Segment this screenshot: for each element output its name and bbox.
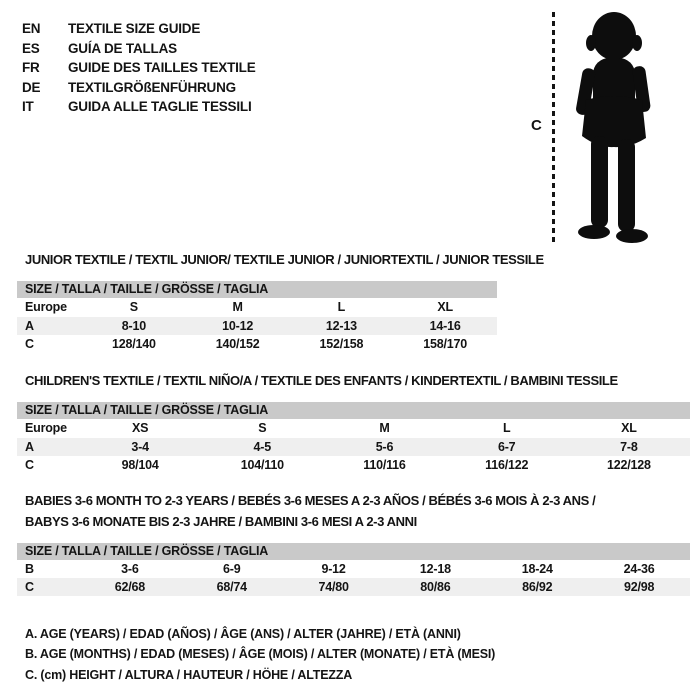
size-cell: 116/122: [485, 458, 529, 472]
size-cell: 14-16: [393, 317, 497, 335]
language-title: GUIDE DES TAILLES TEXTILE: [68, 60, 256, 75]
size-header-band: SIZE / TALLA / TAILLE / GRÖSSE / TAGLIA: [17, 402, 690, 419]
row-label: B: [25, 562, 34, 576]
size-cell: 8-10: [82, 317, 186, 335]
size-cell: 86/92: [486, 578, 588, 596]
height-measure-label: C: [531, 117, 542, 134]
size-cell: 12-13: [290, 317, 394, 335]
footnote-b: B. AGE (MONTHS) / EDAD (MESES) / ÂGE (MOIS) / ALTER (MONATE) / ETÀ (MESI): [25, 647, 496, 662]
size-cell: 140/152: [215, 337, 260, 351]
size-cell: 6-7: [446, 438, 568, 456]
size-cell: XS: [131, 421, 149, 435]
language-title: TEXTILGRÖßENFÜHRUNG: [68, 79, 236, 95]
size-cell: 68/74: [181, 578, 283, 596]
size-cell: 80/86: [385, 578, 487, 596]
size-cell: L: [502, 421, 511, 435]
language-code: IT: [22, 99, 34, 114]
size-cell: XL: [437, 300, 453, 314]
language-code: ES: [22, 40, 40, 56]
size-cell: 18-24: [521, 562, 553, 576]
row-label: C: [17, 578, 79, 596]
size-cell: 122/128: [606, 458, 651, 472]
size-cell: XL: [621, 421, 637, 435]
row-label: Europe: [25, 421, 67, 435]
row-label: A: [17, 438, 79, 456]
language-list: [22, 19, 256, 117]
size-cell: 4-5: [201, 438, 323, 456]
children-section-heading: CHILDREN'S TEXTILE / TEXTIL NIÑO/A / TEXTILE DES ENFANTS / KINDERTEXTIL / BAMBINI TESSILE: [25, 373, 618, 388]
toddler-silhouette-icon: [562, 8, 666, 244]
size-cell: 12-18: [419, 562, 451, 576]
size-cell: 9-12: [321, 562, 346, 576]
language-code: DE: [22, 79, 41, 95]
language-code: EN: [22, 21, 41, 36]
footnote-a: A. AGE (YEARS) / EDAD (AÑOS) / ÂGE (ANS) / ALTER (JAHRE) / ETÀ (ANNI): [25, 627, 461, 641]
size-cell: 98/104: [121, 458, 159, 472]
row-label: C: [25, 458, 34, 472]
size-cell: 158/170: [423, 337, 468, 351]
size-cell: 128/140: [111, 337, 156, 351]
babies-size-table: [17, 543, 690, 596]
size-cell: 62/68: [79, 578, 181, 596]
size-cell: S: [258, 421, 267, 435]
babies-section-heading-line2: BABYS 3-6 MONATE BIS 2-3 JAHRE / BAMBINI 3-6 MESI A 2-3 ANNI: [25, 514, 417, 529]
height-measure-dashed-line: [552, 12, 555, 243]
size-cell: 24-36: [623, 562, 655, 576]
babies-section-heading-line1: BABIES 3-6 MONTH TO 2-3 YEARS / BEBÉS 3-6 MESES A 2-3 AÑOS / BÉBÉS 3-6 MOIS À 2-3 ANS /: [25, 493, 596, 508]
row-label: A: [17, 317, 82, 335]
size-cell: M: [379, 421, 390, 435]
size-cell: L: [337, 300, 346, 314]
size-cell: 92/98: [588, 578, 690, 596]
language-title: GUIDA ALLE TAGLIE TESSILI: [68, 99, 252, 114]
language-code: FR: [22, 60, 40, 75]
size-cell: 7-8: [568, 438, 690, 456]
junior-size-table: [17, 281, 497, 354]
size-header-band: SIZE / TALLA / TAILLE / GRÖSSE / TAGLIA: [17, 543, 690, 560]
size-cell: 10-12: [186, 317, 290, 335]
language-title: TEXTILE SIZE GUIDE: [68, 21, 201, 36]
size-header-band: SIZE / TALLA / TAILLE / GRÖSSE / TAGLIA: [17, 281, 497, 298]
size-cell: 3-6: [121, 562, 139, 576]
size-cell: S: [129, 300, 138, 314]
row-label: Europe: [25, 300, 67, 314]
junior-section-heading: JUNIOR TEXTILE / TEXTIL JUNIOR/ TEXTILE JUNIOR / JUNIORTEXTIL / JUNIOR TESSILE: [25, 252, 544, 267]
size-cell: 104/110: [240, 458, 284, 472]
footnote-c: C. (cm) HEIGHT / ALTURA / HAUTEUR / HÖHE / ALTEZZA: [25, 667, 353, 682]
size-cell: 6-9: [223, 562, 241, 576]
size-cell: 110/116: [363, 458, 406, 472]
size-cell: 74/80: [283, 578, 385, 596]
size-cell: 5-6: [323, 438, 445, 456]
size-cell: 3-4: [79, 438, 201, 456]
row-label: C: [25, 337, 34, 351]
children-size-table: [17, 402, 690, 475]
footnotes: [25, 624, 495, 685]
size-cell: 152/158: [319, 337, 364, 351]
language-title: GUÍA DE TALLAS: [68, 40, 177, 56]
size-cell: M: [232, 300, 243, 314]
